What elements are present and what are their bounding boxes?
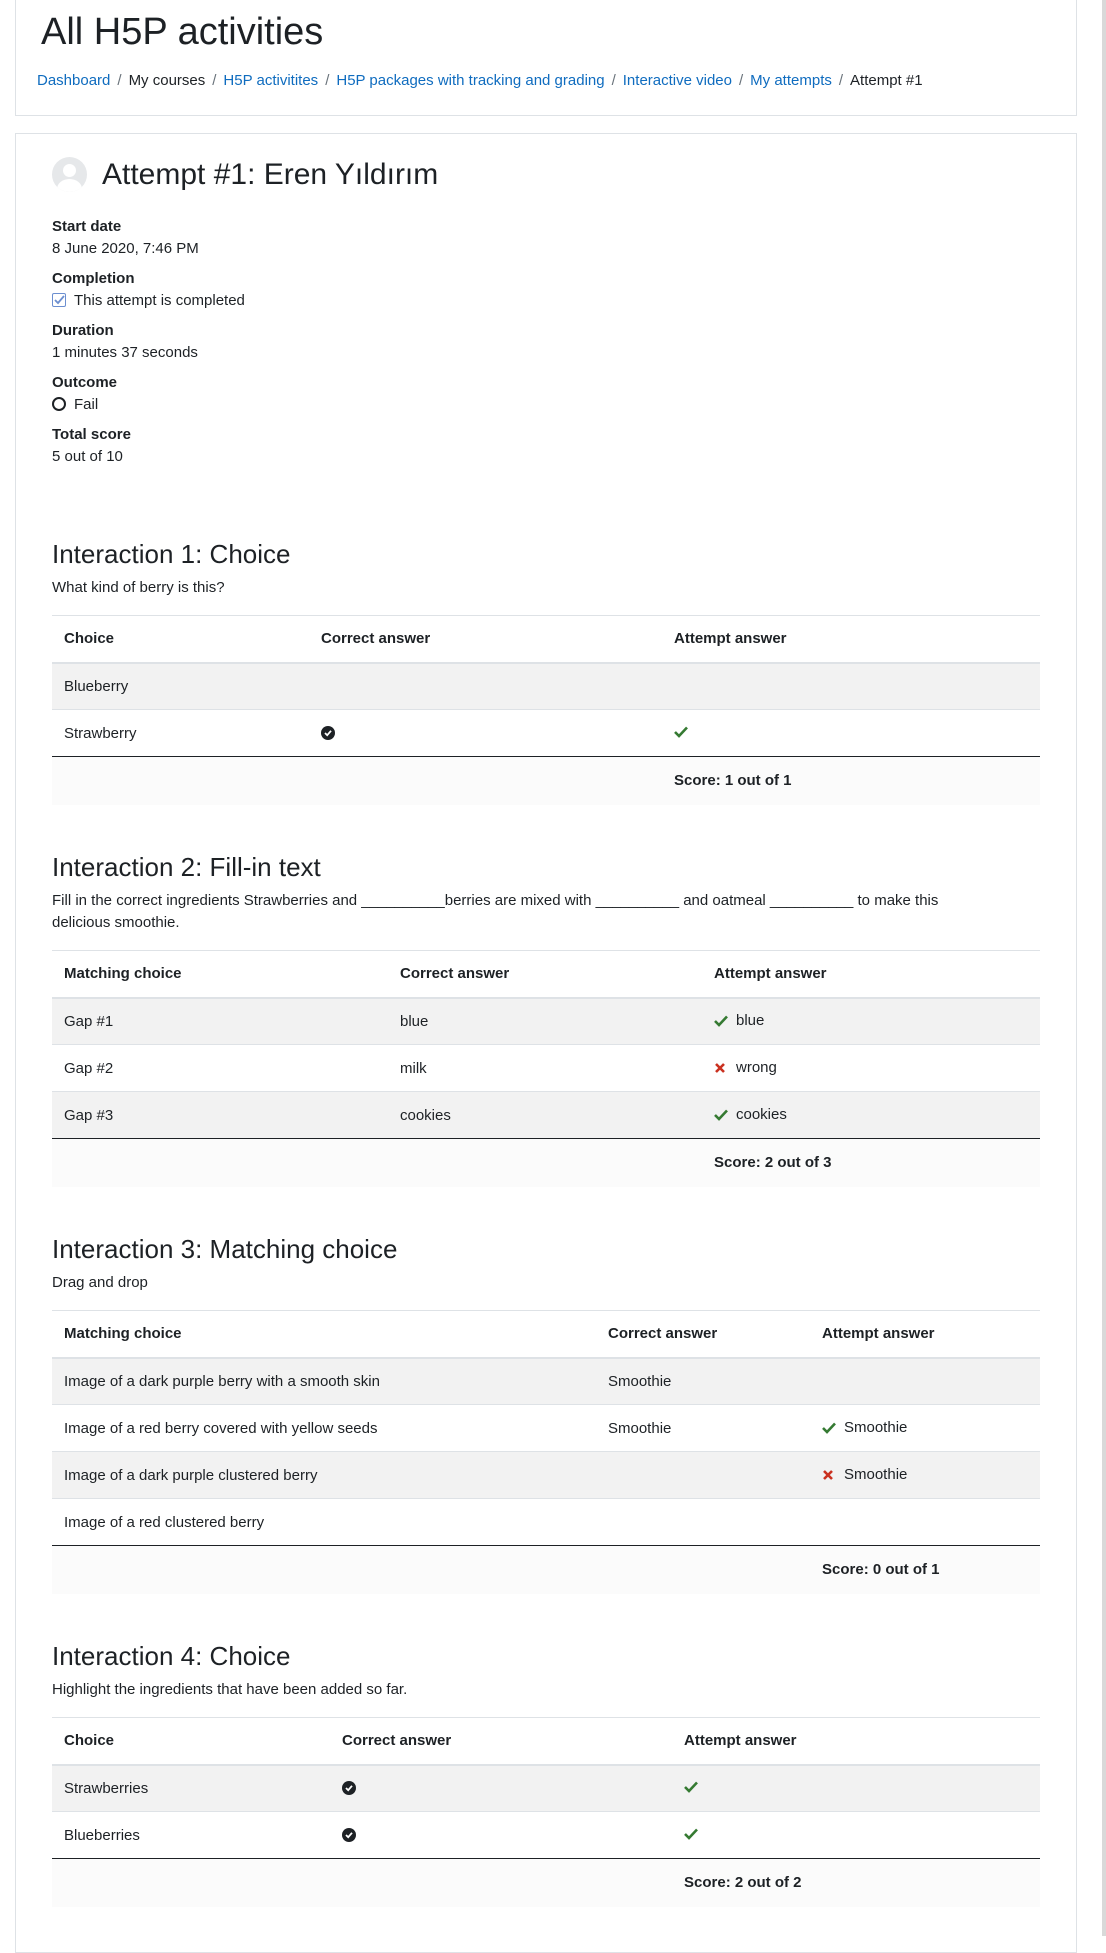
correct-cell [330,1812,672,1859]
choice-cell: Strawberries [52,1765,330,1812]
check-icon [714,1108,730,1125]
attempt-text: wrong [736,1058,777,1076]
table-row [52,1358,1040,1405]
choice-cell: Gap #3 [52,1092,388,1139]
interaction-title: Interaction 1: Choice [52,539,291,569]
attempt-cell [810,1405,1040,1452]
interaction-description: Drag and drop [52,1274,148,1291]
choice-cell: Gap #2 [52,1045,388,1092]
attempt-header [52,155,1040,195]
correct-answer-icon [342,1828,356,1842]
attempt-cell [810,1358,1040,1405]
breadcrumb-my-attempts[interactable]: My attempts [750,72,832,89]
score-text: Score: 1 out of 1 [662,757,1040,805]
scrollbar[interactable] [1102,0,1106,1936]
attempt-cell [810,1499,1040,1546]
avatar[interactable] [52,157,87,192]
outcome-text: Fail [74,396,99,413]
column-header: Attempt answer [810,1311,1040,1358]
attempt-report-card [15,133,1077,1953]
interaction-table [52,615,1040,805]
correct-cell [596,1452,810,1499]
score-row [52,757,1040,805]
interaction-table [52,1310,1040,1594]
completed-checkbox-icon [52,293,66,307]
total-score-value: 5 out of 10 [52,448,123,465]
breadcrumb-current-attempt: Attempt #1 [850,72,923,89]
interaction-title: Interaction 4: Choice [52,1641,291,1671]
table-row [52,998,1040,1045]
table-row [52,1045,1040,1092]
interaction-4 [52,1640,1040,1892]
score-text: Score: 0 out of 1 [810,1546,1040,1594]
breadcrumb-interactive-video[interactable]: Interactive video [622,72,732,89]
breadcrumb: Dashboard / My courses / H5P activitites / H5P packages with tracking and grading / Interactive video / My attempts / Attempt #1 [37,72,923,89]
correct-answer-icon [321,726,335,740]
check-icon [714,1014,730,1031]
check-icon [822,1421,838,1438]
interaction-title: Interaction 2: Fill-in text [52,852,321,882]
breadcrumb-dashboard[interactable]: Dashboard [37,72,111,89]
interaction-table [52,1717,1040,1907]
breadcrumb-h5p-activities[interactable]: H5P activitites [223,72,319,89]
choice-cell: Image of a dark purple clustered berry [52,1452,596,1499]
attempt-text: blue [736,1011,765,1029]
interaction-2 [52,851,1040,1172]
correct-cell: Smoothie [596,1358,810,1405]
attempt-cell [662,663,1040,710]
column-header: Correct answer [330,1718,672,1765]
choice-cell: Blueberries [52,1812,330,1859]
interaction-description: What kind of berry is this? [52,579,225,596]
correct-cell: cookies [388,1092,702,1139]
interaction-table [52,950,1040,1187]
interaction-description: Fill in the correct ingredients Strawberries and __________berries are mixed with __________ and oatmeal __________ to make this delicious smoothie. [52,892,939,931]
correct-cell [596,1499,810,1546]
column-header: Correct answer [309,616,662,663]
column-header: Matching choice [52,1311,596,1358]
score-text: Score: 2 out of 2 [672,1859,1040,1907]
correct-cell: milk [388,1045,702,1092]
outcome-value [52,396,98,413]
page-title: All H5P activities [41,11,324,53]
choice-cell: Strawberry [52,710,309,757]
table-row [52,1812,1040,1859]
table-row [52,1499,1040,1546]
attempt-title: Attempt #1: Eren Yıldırım [102,158,439,191]
correct-cell [309,663,662,710]
start-date-value: 8 June 2020, 7:46 PM [52,240,199,257]
choice-cell: Image of a dark purple berry with a smooth skin [52,1358,596,1405]
choice-cell: Gap #1 [52,998,388,1045]
interaction-title: Interaction 3: Matching choice [52,1234,398,1264]
cross-icon [822,1468,838,1485]
interaction-3 [52,1233,1040,1579]
correct-cell [309,710,662,757]
choice-cell: Image of a red berry covered with yellow seeds [52,1405,596,1452]
cross-icon [714,1061,730,1078]
score-row [52,1139,1040,1187]
breadcrumb-my-courses: My courses [128,72,206,89]
completion-label: Completion [52,270,135,287]
interaction-1 [52,538,1040,790]
column-header: Matching choice [52,951,388,998]
completion-value [52,292,245,309]
circle-outline-icon [52,397,66,411]
score-row [52,1859,1040,1907]
breadcrumb-h5p-packages[interactable]: H5P packages with tracking and grading [336,72,605,89]
check-icon [684,1827,700,1844]
attempt-cell [702,1092,1040,1139]
table-row [52,1092,1040,1139]
table-row [52,1765,1040,1812]
attempt-cell [672,1765,1040,1812]
attempt-cell [702,998,1040,1045]
attempt-cell [662,710,1040,757]
interaction-description: Highlight the ingredients that have been added so far. [52,1681,408,1698]
attempt-text: cookies [736,1105,787,1123]
column-header: Attempt answer [702,951,1040,998]
column-header: Correct answer [596,1311,810,1358]
correct-answer-icon [342,1781,356,1795]
column-header: Attempt answer [672,1718,1040,1765]
completion-text: This attempt is completed [74,292,245,309]
start-date-label: Start date [52,218,122,235]
page-header [15,0,1077,116]
column-header: Choice [52,1718,330,1765]
attempt-text: Smoothie [844,1465,908,1483]
correct-cell [330,1765,672,1812]
check-icon [674,725,690,742]
column-header: Attempt answer [662,616,1040,663]
duration-label: Duration [52,322,114,339]
score-text: Score: 2 out of 3 [702,1139,1040,1187]
table-row [52,663,1040,710]
total-score-label: Total score [52,426,131,443]
correct-cell: Smoothie [596,1405,810,1452]
outcome-label: Outcome [52,374,118,391]
correct-cell: blue [388,998,702,1045]
choice-cell: Image of a red clustered berry [52,1499,596,1546]
attempt-cell [672,1812,1040,1859]
attempt-text: Smoothie [844,1418,908,1436]
check-icon [684,1780,700,1797]
attempt-cell [810,1452,1040,1499]
column-header: Choice [52,616,309,663]
table-row [52,710,1040,757]
table-row [52,1452,1040,1499]
score-row [52,1546,1040,1594]
column-header: Correct answer [388,951,702,998]
attempt-cell [702,1045,1040,1092]
table-row [52,1405,1040,1452]
duration-value: 1 minutes 37 seconds [52,344,198,361]
choice-cell: Blueberry [52,663,309,710]
